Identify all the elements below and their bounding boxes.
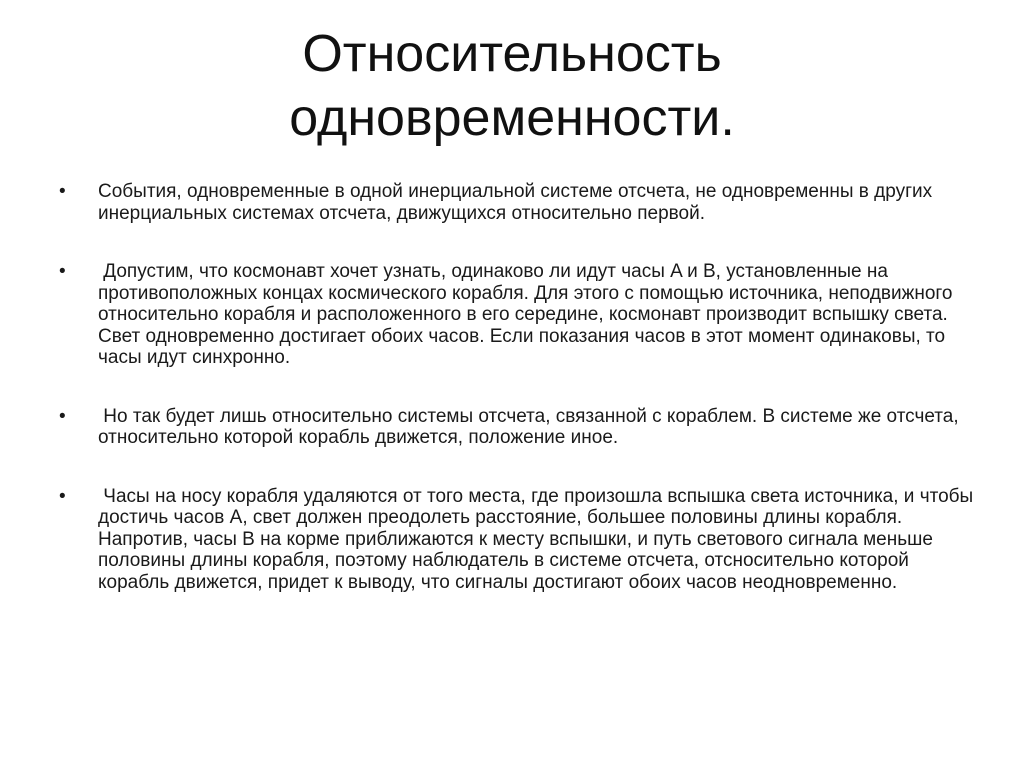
bullet-text-4: Часы на носу корабля удаляются от того места, где произошла вспышка света источника, и чтобы достичь часов A, свет должен преодолеть расстояние, большее половины длины корабля. Напротив, часы B на корме приближаются к месту вспышки, и путь светового сигнала меньше половины длины корабля, поэтому наблюдатель в системе отсчета, отсносительно которой корабль движется, придет к выводу, что сигналы достигают обоих часов неодновременно. <box>98 485 979 593</box>
slide-title-line-2: одновременности. <box>289 89 735 147</box>
bullet-text-2: Допустим, что космонавт хочет узнать, одинаково ли идут часы A и B, установленные на противоположных концах космического корабля. Для этого с помощью источника, неподвижного относительно корабля и расположенного в его середине, космонавт производит вспышку света. Свет одновременно достигает обоих часов. Если показания часов в этот момент одинаковы, то часы идут синхронно. <box>98 261 958 368</box>
slide-title <box>0 22 1024 150</box>
bullet-marker: • <box>59 405 66 427</box>
slide-title-line-1: Относительность <box>302 25 722 83</box>
bullet-item-4 <box>55 485 979 594</box>
bullet-marker: • <box>59 261 66 282</box>
bullet-text-1: События, одновременные в одной инерциальной системе отсчета, не одновременны в других инерциальных системах отсчета, движущихся относительно первой. <box>98 181 933 224</box>
bullet-item-3 <box>55 406 975 449</box>
bullet-marker: • <box>59 181 66 202</box>
bullet-marker: • <box>59 485 66 507</box>
bullet-text-3: Но так будет лишь относительно системы отсчета, связанной с кораблем. В системе же отсчета, относительно которой корабль движется, положение иное. <box>98 405 964 448</box>
bullet-list <box>55 181 979 593</box>
bullet-item-1 <box>55 181 975 224</box>
bullet-item-2 <box>55 261 975 369</box>
